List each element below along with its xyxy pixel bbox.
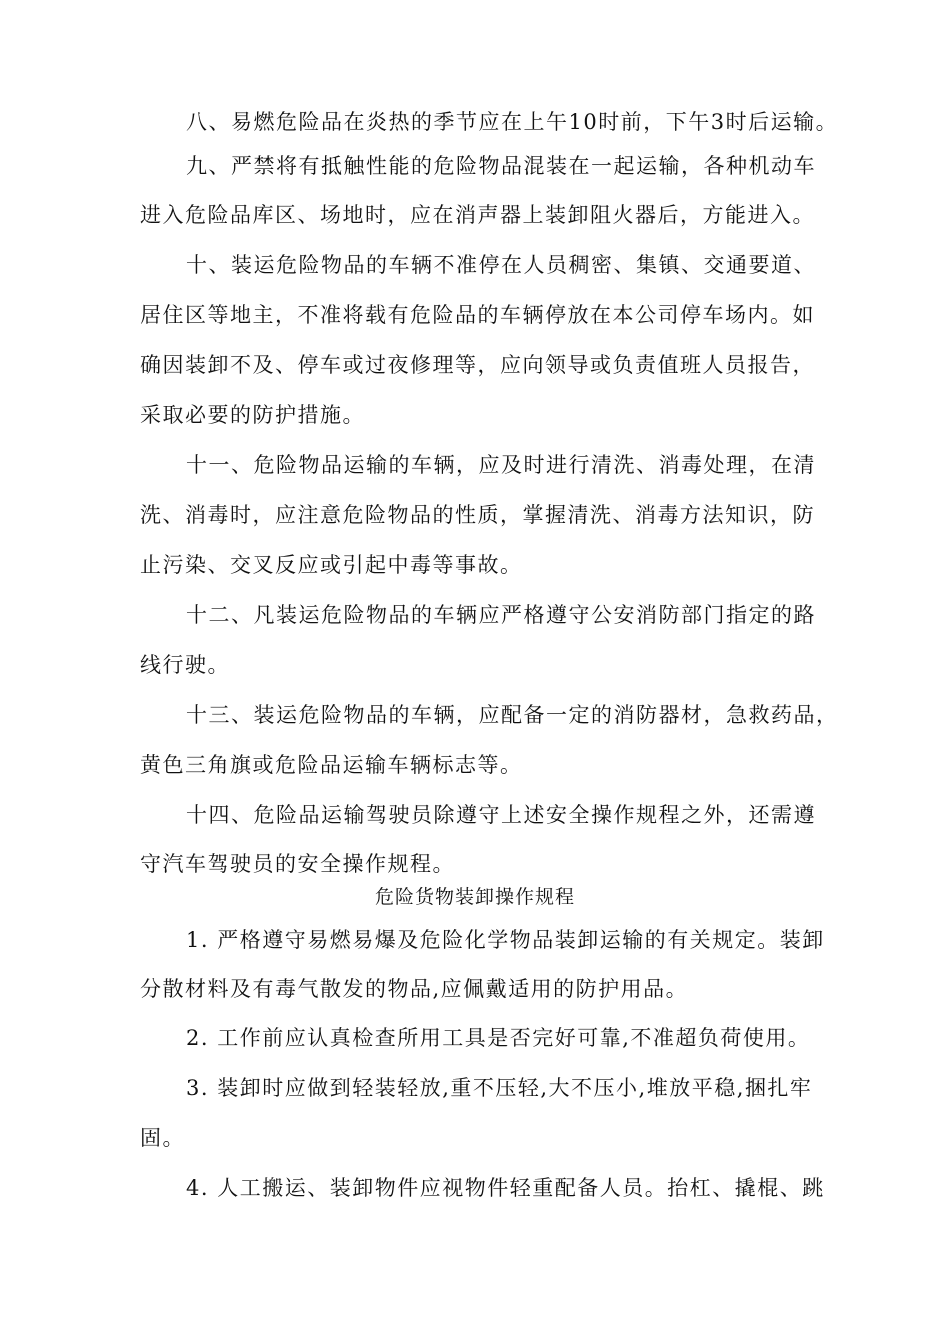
paragraph-14-line-2: 守汽车驾驶员的安全操作规程。 xyxy=(140,852,455,876)
paragraph-10-line-3: 确因装卸不及、停车或过夜修理等，应向领导或负责值班人员报告， xyxy=(140,353,815,377)
paragraph-9-line-2: 进入危险品库区、场地时，应在消声器上装卸阻火器后，方能进入。 xyxy=(140,203,815,227)
paragraph-11-line-3: 止污染、交叉反应或引起中毒等事故。 xyxy=(140,553,523,577)
paragraph-10-line-4: 采取必要的防护措施。 xyxy=(140,403,365,427)
rule-4-line-1: 4. 人工搬运、装卸物件应视物件轻重配备人员。抬杠、撬棍、跳 xyxy=(186,1176,825,1200)
paragraph-11-line-1: 十一、危险物品运输的车辆，应及时进行清洗、消毒处理，在清 xyxy=(186,453,816,477)
paragraph-11-line-2: 洗、消毒时，应注意危险物品的性质，掌握清洗、消毒方法知识，防 xyxy=(140,503,815,527)
paragraph-10-line-1: 十、装运危险物品的车辆不准停在人员稠密、集镇、交通要道、 xyxy=(186,253,816,277)
rule-3-line-1: 3. 装卸时应做到轻装轻放,重不压轻,大不压小,堆放平稳,捆扎牢 xyxy=(186,1076,813,1100)
paragraph-12-line-2: 线行驶。 xyxy=(140,653,230,677)
rule-1-line-1: 1. 严格遵守易燃易爆及危险化学物品装卸运输的有关规定。装卸 xyxy=(186,928,825,952)
paragraph-8-line-1: 八、易燃危险品在炎热的季节应在上午10时前，下午3时后运输。 xyxy=(186,110,839,134)
paragraph-13-line-2: 黄色三角旗或危险品运输车辆标志等。 xyxy=(140,753,523,777)
rule-3-line-2: 固。 xyxy=(140,1126,185,1150)
paragraph-10-line-2: 居住区等地主，不准将载有危险品的车辆停放在本公司停车场内。如 xyxy=(140,303,815,327)
paragraph-12-line-1: 十二、凡装运危险物品的车辆应严格遵守公安消防部门指定的路 xyxy=(186,603,816,627)
rule-1-line-2: 分散材料及有毒气散发的物品,应佩戴适用的防护用品。 xyxy=(140,977,689,1001)
rule-2-line-1: 2. 工作前应认真检查所用工具是否完好可靠,不准超负荷使用。 xyxy=(186,1026,811,1050)
paragraph-13-line-1: 十三、装运危险物品的车辆，应配备一定的消防器材，急救药品， xyxy=(186,703,839,727)
paragraph-9-line-1: 九、严禁将有抵触性能的危险物品混装在一起运输，各种机动车 xyxy=(186,154,816,178)
paragraph-14-line-1: 十四、危险品运输驾驶员除遵守上述安全操作规程之外，还需遵 xyxy=(186,803,816,827)
section-title: 危险货物装卸操作规程 xyxy=(374,886,575,908)
